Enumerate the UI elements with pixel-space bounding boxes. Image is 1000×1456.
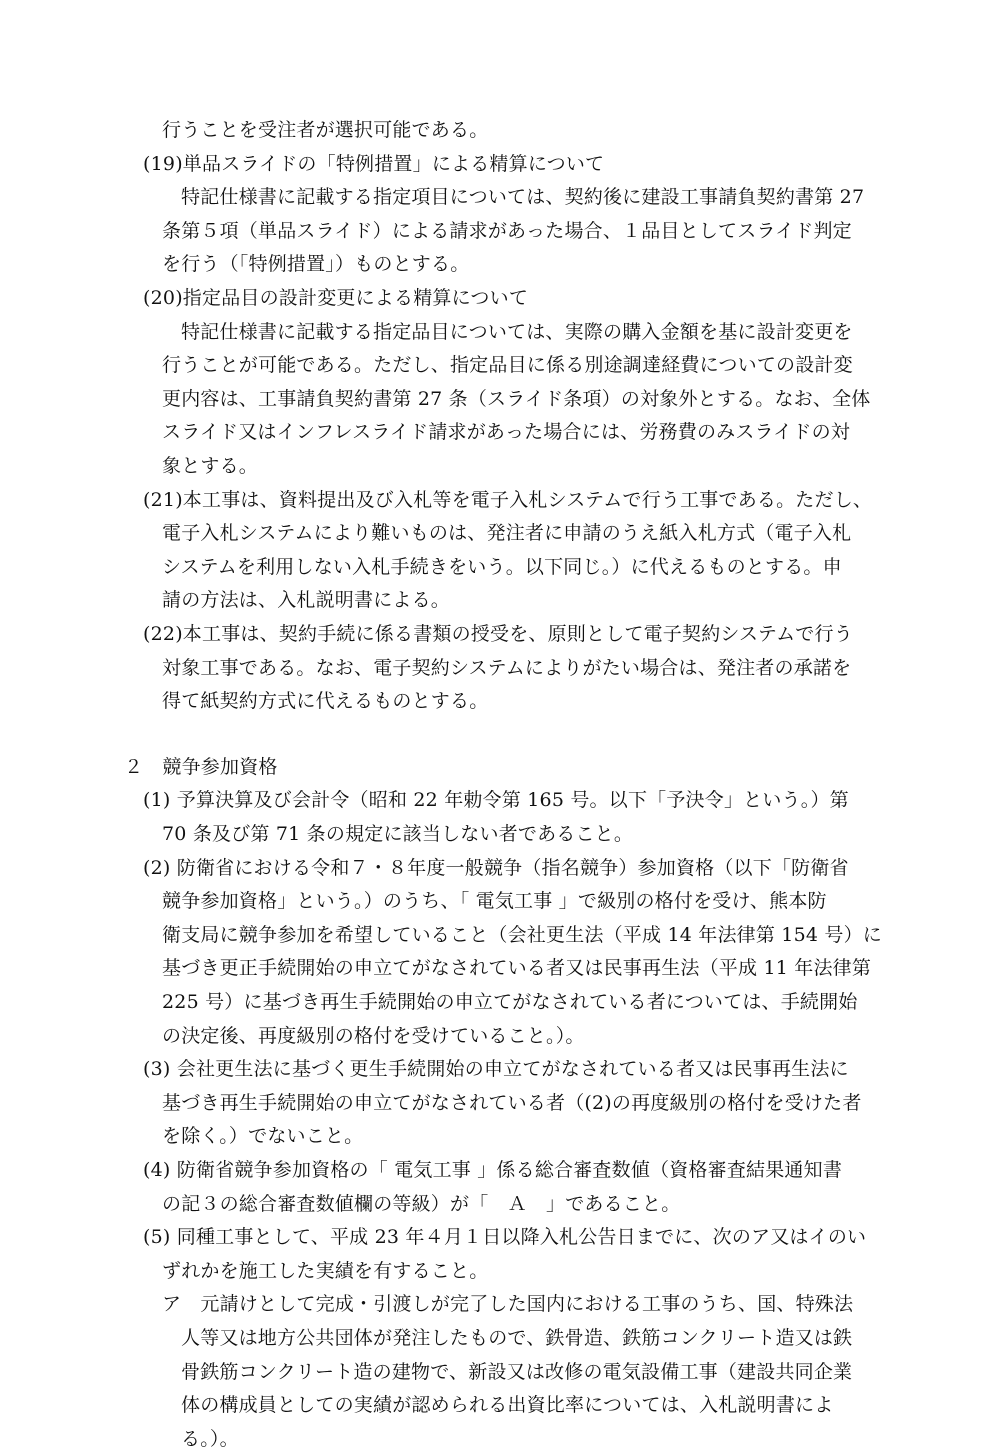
item-22-heading: (22)本工事は、契約手続に係る書類の授受を、原則として電子契約システムで行う bbox=[143, 623, 853, 645]
text-line: 特記仕様書に記載する指定品目については、実際の購入金額を基に設計変更を bbox=[181, 320, 853, 343]
text-line: 行うことを受注者が選択可能である。 bbox=[162, 119, 489, 141]
sub-item-a: ア 元請けとして完成・引渡しが完了した国内における工事のうち、国、特殊法 bbox=[162, 1293, 854, 1316]
section-2-heading: ２ 競争参加資格 bbox=[124, 755, 278, 778]
item-1: (1) 予算決算及び会計令（昭和 22 年勅令第 165 号。以下「予決令」という。）第 bbox=[143, 789, 849, 812]
text-line: の決定後、再度級別の格付を受けていること。）。 bbox=[162, 1024, 585, 1047]
item-3: (3) 会社更生法に基づく更生手続開始の申立てがなされている者又は民事再生法に bbox=[143, 1058, 849, 1081]
text-line: 請の方法は、入札説明書による。 bbox=[162, 589, 451, 612]
item-21-heading: (21)本工事は、資料提出及び入札等を電子入札システムで行う工事である。ただし、 bbox=[143, 488, 873, 511]
text-line: 電子入札システムにより難いものは、発注者に申請のうえ紙入札方式（電子入札 bbox=[162, 522, 852, 545]
text-line: の記３の総合審査数値欄の等級）が「 Ａ 」であること。 bbox=[162, 1192, 681, 1215]
text-line: 行うことが可能である。ただし、指定品目に係る別途調達経費についての設計変 bbox=[162, 354, 853, 377]
item-2: (2) 防衛省における令和７・８年度一般競争（指名競争）参加資格（以下「防衛省 bbox=[143, 856, 849, 879]
item-20-heading: (20)指定品目の設計変更による精算について bbox=[143, 287, 529, 309]
text-line: 条第５項（単品スライド）による請求があった場合、１品目としてスライド判定 bbox=[162, 219, 852, 242]
text-line: る。）。 bbox=[181, 1427, 239, 1450]
text-line: を除く。）でないこと。 bbox=[162, 1125, 364, 1148]
text-line: 対象工事である。なお、電子契約システムによりがたい場合は、発注者の承諾を bbox=[162, 656, 852, 679]
text-line: 衛支局に競争参加を希望していること（会社更生法（平成 14 年法律第 154 号）に bbox=[162, 923, 883, 946]
text-line: システムを利用しない入札手続きをいう。以下同じ。）に代えるものとする。申 bbox=[162, 555, 842, 578]
text-line: 象とする。 bbox=[162, 455, 259, 477]
text-line: 70 条及び第 71 条の規定に該当しない者であること。 bbox=[162, 823, 634, 845]
text-line: 特記仕様書に記載する指定項目については、契約後に建設工事請負契約書第 27 bbox=[181, 186, 865, 209]
text-line: 得て紙契約方式に代えるものとする。 bbox=[162, 690, 489, 713]
text-line: 競争参加資格」という。）のうち、「 電気工事 」で級別の格付を受け、熊本防 bbox=[162, 890, 827, 913]
text-line: 人等又は地方公共団体が発注したもので、鉄骨造、鉄筋コンクリート造又は鉄 bbox=[181, 1327, 853, 1349]
text-line: ずれかを施工した実績を有すること。 bbox=[162, 1259, 489, 1282]
text-line: 骨鉄筋コンクリート造の建物で、新設又は改修の電気設備工事（建設共同企業 bbox=[181, 1360, 853, 1383]
item-4: (4) 防衛省競争参加資格の「 電気工事 」係る総合審査数値（資格審査結果通知書 bbox=[143, 1159, 843, 1181]
text-line: 体の構成員としての実績が認められる出資比率については、入札説明書によ bbox=[181, 1394, 834, 1417]
item-19-heading: (19)単品スライドの「特例措置」による精算について bbox=[143, 152, 605, 175]
item-5: (5) 同種工事として、平成 23 年４月１日以降入札公告日までに、次のア又はイのい bbox=[143, 1226, 867, 1249]
text-line: 基づき更正手続開始の申立てがなされている者又は民事再生法（平成 11 年法律第 bbox=[162, 957, 872, 980]
text-line: を行う（「特例措置」）ものとする。 bbox=[162, 253, 470, 276]
text-line: 基づき再生手続開始の申立てがなされている者（(2)の再度級別の格付を受けた者 bbox=[162, 1091, 862, 1114]
text-line: 225 号）に基づき再生手続開始の申立てがなされている者については、手続開始 bbox=[162, 991, 858, 1013]
text-line: 更内容は、工事請負契約書第 27 条（スライド条項）の対象外とする。なお、全体 bbox=[162, 387, 871, 410]
text-line: スライド又はインフレスライド請求があった場合には、労務費のみスライドの対 bbox=[162, 421, 850, 444]
